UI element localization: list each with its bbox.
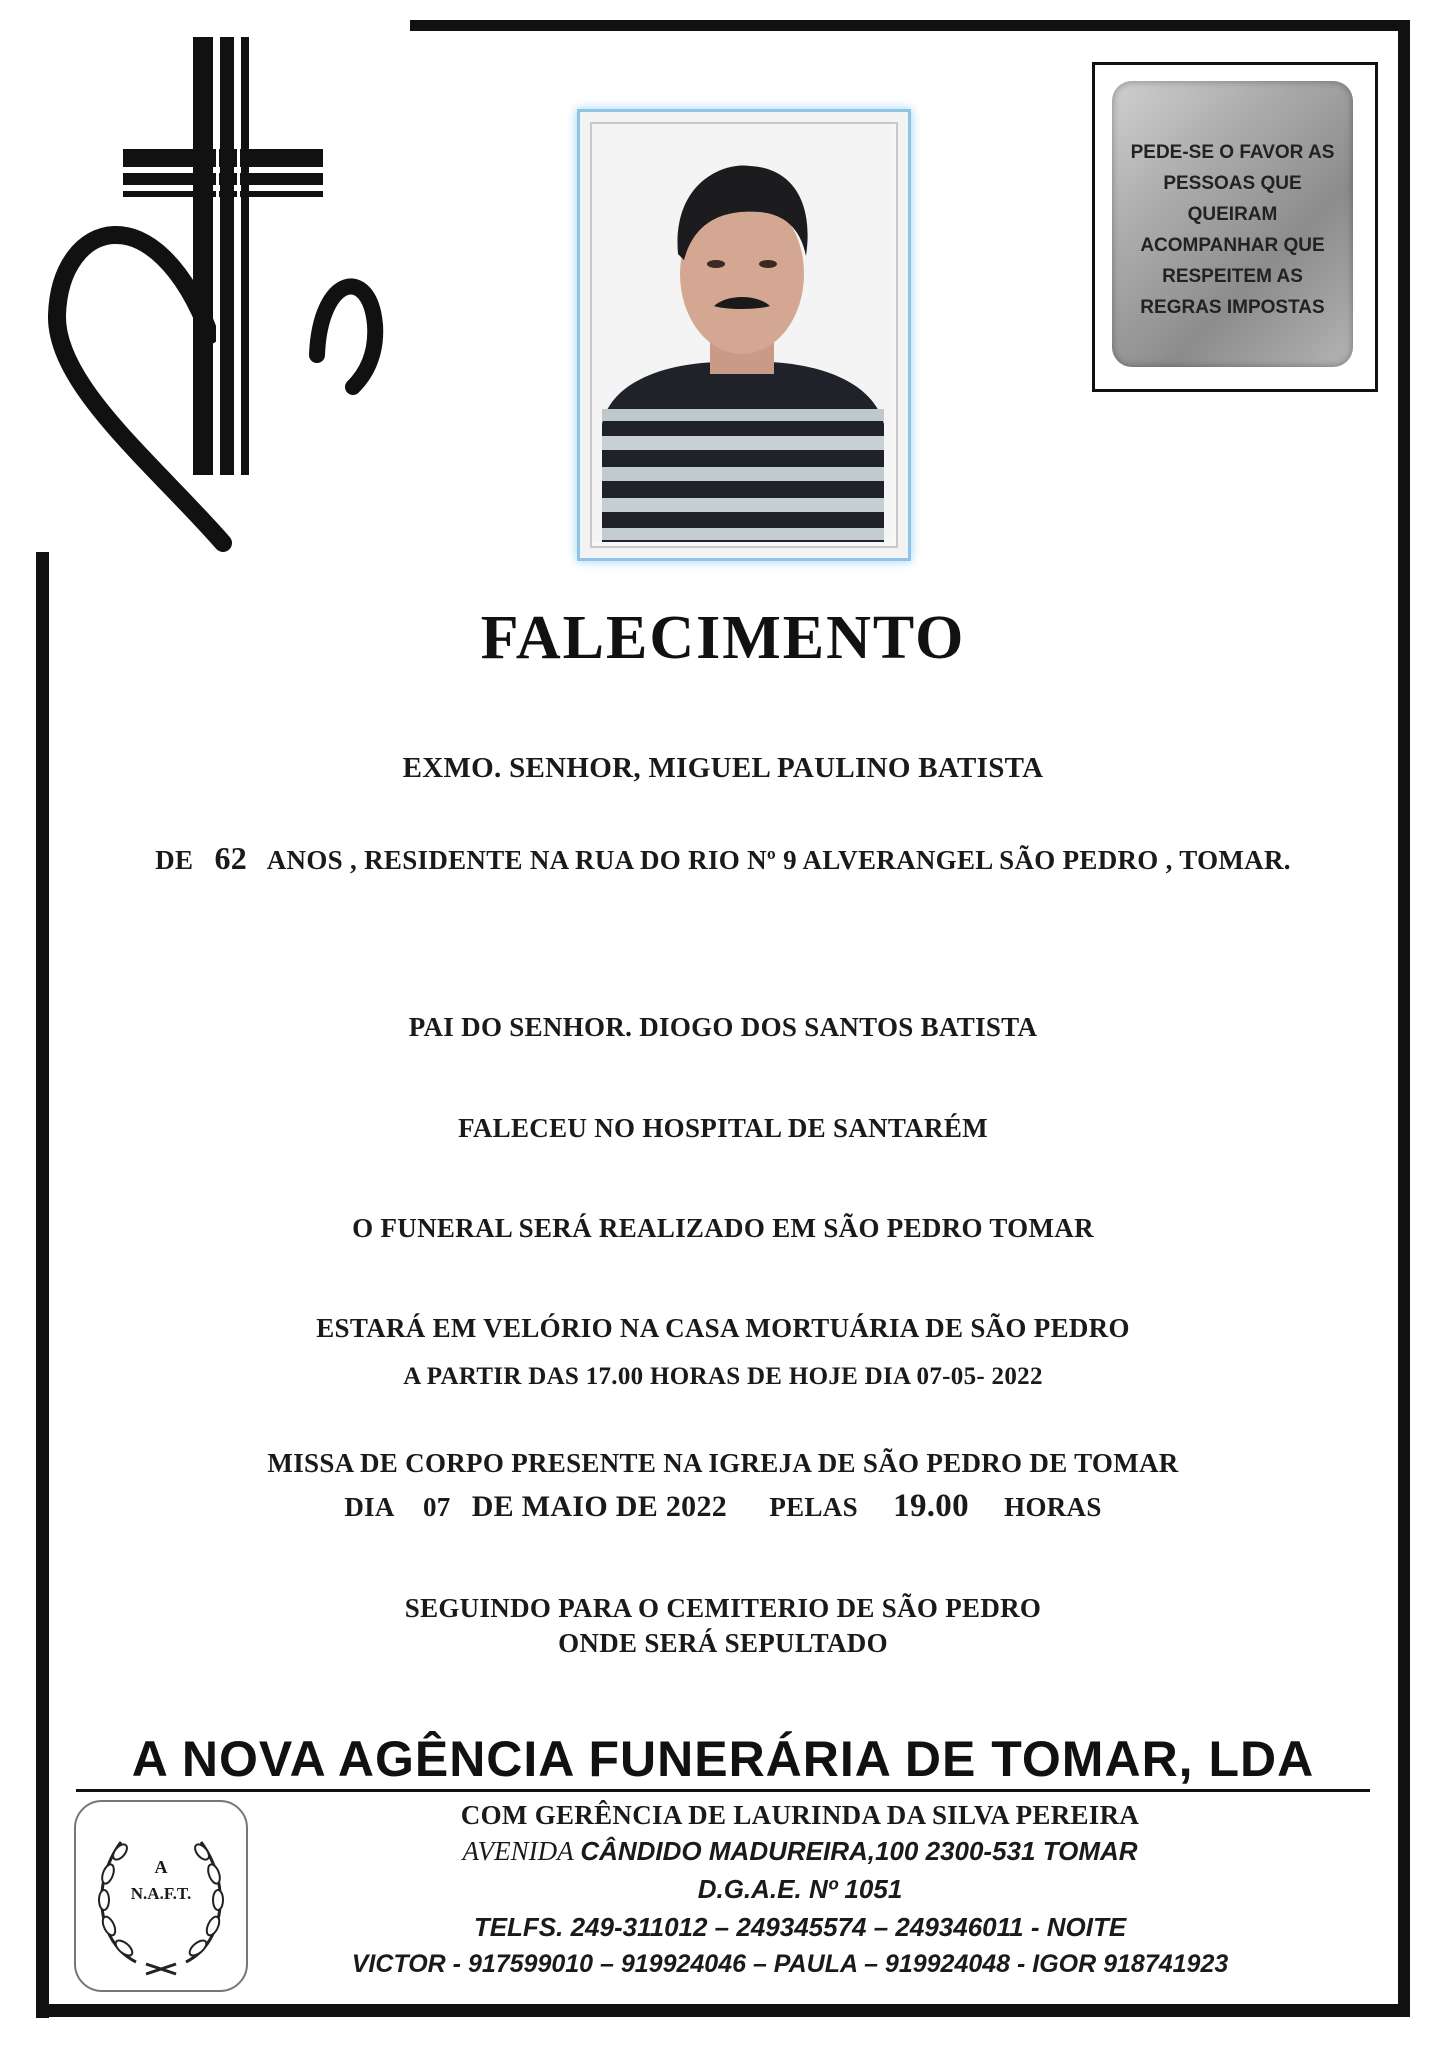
address-prefix: AVENIDA xyxy=(462,1836,574,1866)
agency-dgae: D.G.A.E. Nº 1051 xyxy=(697,1874,903,1904)
mass-month: DE MAIO DE 2022 xyxy=(471,1490,728,1523)
mass-time: 19.00 xyxy=(893,1488,969,1524)
deceased-age-residence xyxy=(0,840,1446,877)
death-place-line: FALECEU NO HOSPITAL DE SANTARÉM xyxy=(458,1113,988,1143)
wake-line-2: A PARTIR DAS 17.00 HORAS DE HOJE DIA 07-05- 2022 xyxy=(403,1363,1043,1390)
logo-text: N.A.F.T. xyxy=(130,1884,192,1903)
notice-plaque xyxy=(1112,81,1353,367)
portrait-photo xyxy=(577,109,911,561)
notice-text: PEDE-SE O FAVOR AS PESSOAS QUE QUEIRAM ACOMPANHAR QUE RESPEITEM AS REGRAS IMPOSTAS xyxy=(1130,142,1335,318)
logo-letter: A xyxy=(154,1857,168,1877)
notice-box xyxy=(1092,62,1378,392)
agency-night-contacts: VICTOR - 917599010 – 919924046 – PAULA – 919924048 - IGOR 918741923 xyxy=(351,1950,1229,1978)
bottom-border xyxy=(36,2004,1410,2017)
address-text: CÂNDIDO MADUREIRA,100 2300-531 TOMAR xyxy=(580,1836,1138,1866)
mass-day: 07 xyxy=(422,1492,451,1522)
mass-horas: HORAS xyxy=(1004,1492,1102,1522)
mass-line-1: MISSA DE CORPO PRESENTE NA IGREJA DE SÃO PEDRO DE TOMAR xyxy=(267,1448,1179,1478)
agency-address xyxy=(200,1836,1400,1867)
mass-pelas: PELAS xyxy=(769,1492,858,1522)
deceased-name: EXMO. SENHOR, MIGUEL PAULINO BATISTA xyxy=(402,752,1044,784)
agency-phones: TELFS. 249-311012 – 249345574 – 249346011 - NOITE xyxy=(473,1912,1127,1942)
burial-line-2: ONDE SERÁ SEPULTADO xyxy=(558,1628,888,1658)
mass-dia: DIA xyxy=(344,1492,395,1522)
top-border xyxy=(410,20,1410,31)
page-title: FALECIMENTO xyxy=(480,604,966,672)
agency-underline xyxy=(76,1789,1370,1792)
agency-name: A NOVA AGÊNCIA FUNERÁRIA DE TOMAR, LDA xyxy=(131,1731,1315,1787)
agency-management: COM GERÊNCIA DE LAURINDA DA SILVA PEREIRA xyxy=(460,1800,1140,1830)
mass-line-2 xyxy=(0,1488,1446,1525)
funeral-line: O FUNERAL SERÁ REALIZADO EM SÃO PEDRO TOMAR xyxy=(352,1213,1094,1243)
burial-line-1: SEGUINDO PARA O CEMITERIO DE SÃO PEDRO xyxy=(404,1593,1042,1623)
cross-heart-icon xyxy=(35,25,395,555)
age-value: 62 xyxy=(214,840,248,876)
age-prefix: DE xyxy=(155,845,194,875)
residence-text: ANOS , RESIDENTE NA RUA DO RIO Nº 9 ALVERANGEL SÃO PEDRO , TOMAR. xyxy=(266,845,1291,875)
wake-line-1: ESTARÁ EM VELÓRIO NA CASA MORTUÁRIA DE SÃO PEDRO xyxy=(316,1313,1130,1343)
father-line: PAI DO SENHOR. DIOGO DOS SANTOS BATISTA xyxy=(408,1012,1038,1042)
